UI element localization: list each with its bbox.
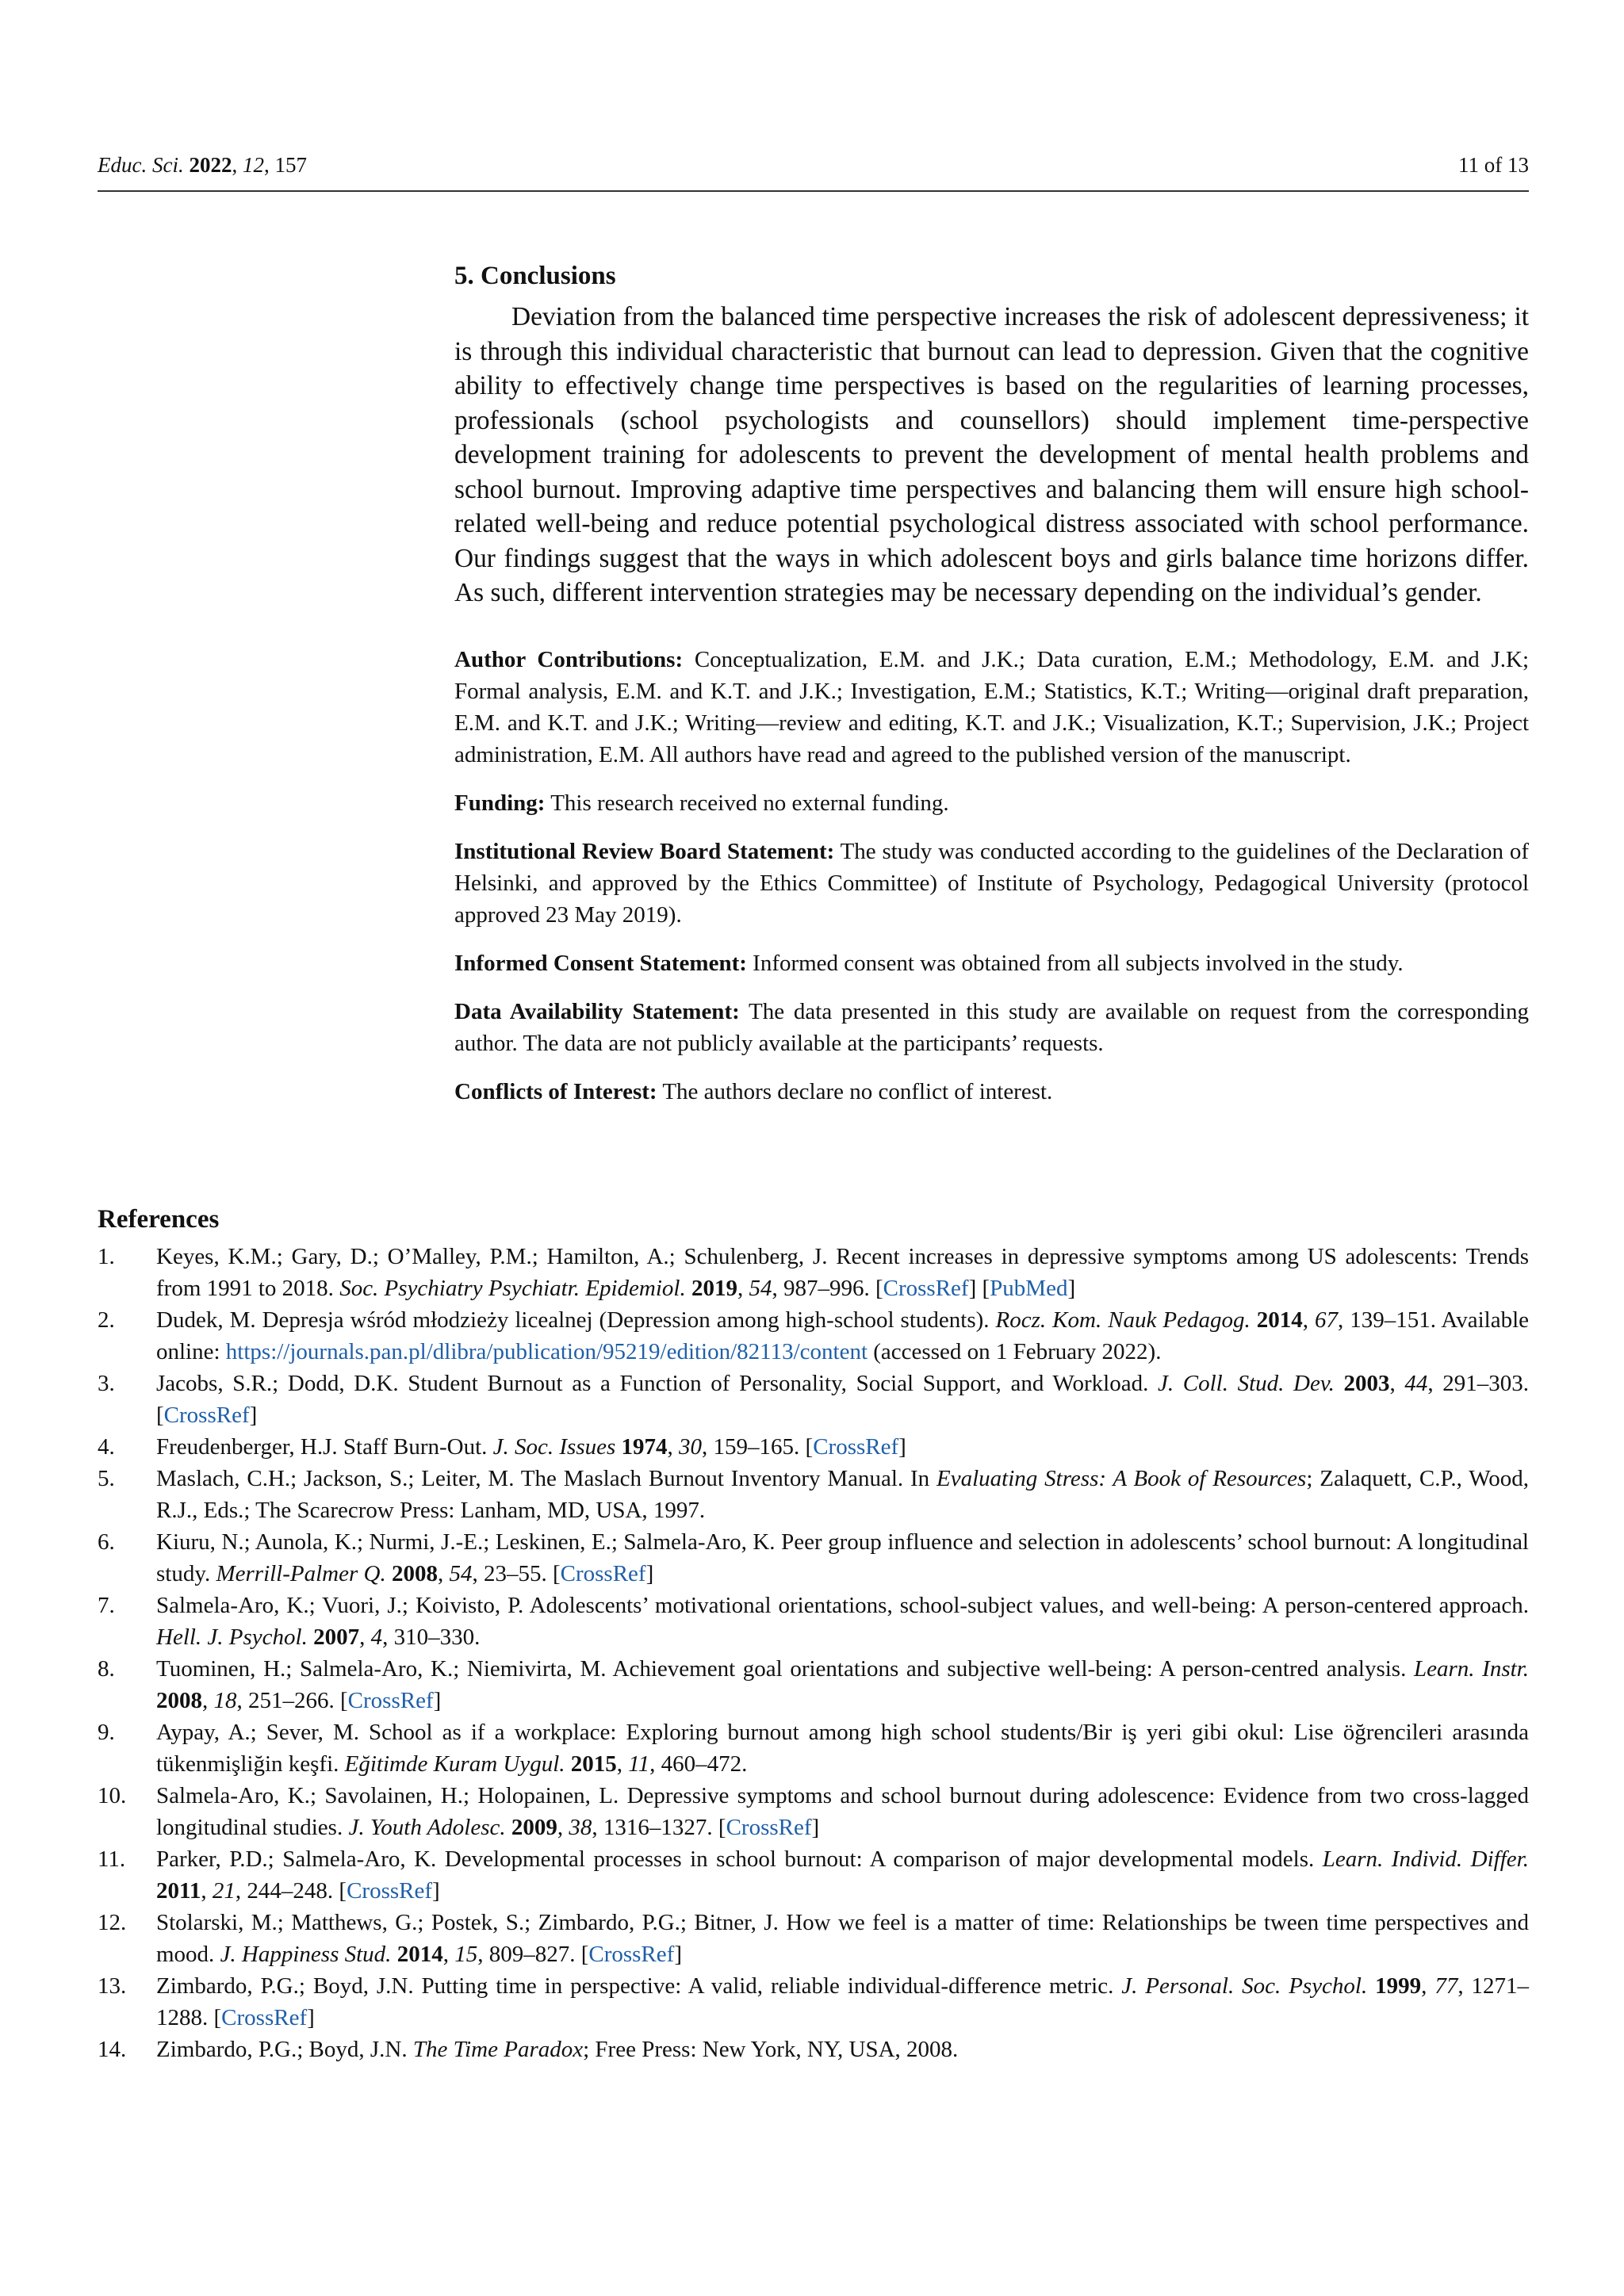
reference-italic: Merrill-Palmer Q.	[216, 1561, 386, 1586]
reference-text	[156, 1910, 1529, 1967]
reference-segment: Freudenberger, H.J. Staff Burn-Out.	[156, 1434, 493, 1460]
reference-italic: J. Happiness Stud.	[220, 1942, 392, 1967]
reference-italic: J. Youth Adolesc.	[348, 1815, 506, 1840]
reference-segment: , 310–330.	[382, 1624, 481, 1650]
reference-segment: ] [	[968, 1276, 990, 1301]
reference-item	[98, 1653, 1529, 1716]
reference-segment: ,	[359, 1624, 371, 1650]
reference-segment	[391, 1942, 396, 1967]
reference-year: 2019	[691, 1276, 737, 1301]
reference-segment: ]	[811, 1815, 820, 1840]
reference-year: 2008	[391, 1561, 438, 1586]
reference-italic: 18	[213, 1688, 237, 1713]
reference-segment: Zimbardo, P.G.; Boyd, J.N. Putting time in perspective: A valid, reliable individual-difference metric.	[156, 1973, 1122, 1999]
reference-segment	[506, 1815, 511, 1840]
journal-year: 2022	[189, 153, 232, 177]
reference-italic: Evaluating Stress: A Book of Resources	[936, 1466, 1307, 1491]
reference-year: 2008	[156, 1688, 202, 1713]
reference-segment: ]	[307, 2005, 315, 2030]
reference-number: 2.	[98, 1307, 115, 1333]
reference-segment: (accessed on 1 February 2022).	[868, 1339, 1162, 1364]
reference-number: 4.	[98, 1434, 115, 1460]
reference-item	[98, 1970, 1529, 2034]
reference-number: 10.	[98, 1783, 127, 1808]
reference-segment: Dudek, M. Depresja wśród młodzieży licealnej (Depression among high-school students).	[156, 1307, 996, 1333]
conclusions-paragraph: Deviation from the balanced time perspective increases the risk of adolescent depressiveness; it is through this individual characteristic that burnout can lead to depression. Given that the cognitive ability to effectively change time perspectives is based on the regularities of learning processes, professionals (school psychologists and counsellors) should implement time-perspective development training for adolescents to prevent the development of mental health problems and school burnout. Improving adaptive time perspectives and balancing them will ensure high school-related well-being and reduce potential psychological distress associated with school performance. Our findings suggest that the ways in which adolescent boys and girls balance time horizons differ. As such, different intervention strategies may be necessary depending on the individual’s gender.	[454, 302, 1529, 607]
reference-italic: Learn. Individ. Differ.	[1322, 1846, 1529, 1872]
reference-italic: 44	[1404, 1371, 1428, 1396]
reference-number: 8.	[98, 1656, 115, 1682]
conflicts-of-interest	[454, 1076, 1529, 1108]
reference-text	[156, 1244, 1529, 1301]
reference-item	[98, 1780, 1529, 1843]
reference-item	[98, 1907, 1529, 1970]
references-heading: References	[98, 1205, 220, 1234]
reference-text	[156, 1846, 1529, 1904]
reference-segment: ,	[1389, 1371, 1405, 1396]
reference-item	[98, 1463, 1529, 1526]
reference-segment: , 244–248. [	[235, 1878, 347, 1904]
reference-link[interactable]: CrossRef	[221, 2005, 308, 2030]
reference-segment: Parker, P.D.; Salmela-Aro, K. Developmental processes in school burnout: A comparison of major developmental models.	[156, 1846, 1323, 1872]
irb-statement-text: The study was conducted according to the guidelines of the Declaration of Helsinki, and approved by the Ethics Committee) of Institute of Psychology, Pedagogical University (protocol approved 23 May 2019).	[454, 838, 1530, 928]
reference-segment: ,	[202, 1688, 214, 1713]
reference-text	[156, 1307, 1529, 1364]
reference-year: 2007	[313, 1624, 360, 1650]
main-column	[454, 258, 1529, 1108]
reference-number: 5.	[98, 1466, 115, 1491]
reference-italic: 67	[1315, 1307, 1339, 1333]
reference-year: 1974	[621, 1434, 668, 1460]
reference-segment: ,	[437, 1561, 450, 1586]
reference-italic: 77	[1434, 1973, 1458, 1999]
reference-year: 2011	[156, 1878, 201, 1904]
reference-text	[156, 1529, 1529, 1586]
reference-segment: , 987–996. [	[772, 1276, 883, 1301]
funding-label: Funding:	[454, 790, 546, 816]
reference-item	[98, 1843, 1529, 1907]
reference-text	[156, 1593, 1529, 1650]
reference-link[interactable]: CrossRef	[560, 1561, 646, 1586]
reference-year: 1999	[1375, 1973, 1422, 1999]
reference-link[interactable]: PubMed	[990, 1276, 1068, 1301]
reference-link[interactable]: CrossRef	[347, 1688, 434, 1713]
reference-year: 2003	[1343, 1371, 1390, 1396]
reference-segment	[1335, 1371, 1344, 1396]
reference-italic: Soc. Psychiatry Psychiatr. Epidemiol.	[339, 1276, 686, 1301]
reference-year: 2009	[511, 1815, 557, 1840]
reference-text	[156, 1466, 1529, 1523]
author-contributions-label: Author Contributions:	[454, 646, 684, 672]
reference-item	[98, 1241, 1529, 1304]
reference-number: 12.	[98, 1910, 127, 1935]
reference-number: 6.	[98, 1529, 115, 1555]
conflicts-of-interest-text: The authors declare no conflict of interest.	[662, 1078, 1053, 1104]
reference-text	[156, 1783, 1529, 1840]
journal-volume: 12	[242, 153, 264, 177]
reference-segment: , 159–165. [	[702, 1434, 814, 1460]
informed-consent	[454, 947, 1529, 979]
reference-number: 14.	[98, 2037, 127, 2062]
reference-segment: ,	[667, 1434, 680, 1460]
reference-segment: ]	[674, 1942, 682, 1967]
reference-link[interactable]: CrossRef	[883, 1276, 969, 1301]
reference-item	[98, 1431, 1529, 1463]
funding	[454, 787, 1529, 819]
irb-statement-label: Institutional Review Board Statement:	[454, 838, 835, 864]
reference-segment: ]	[1067, 1276, 1076, 1301]
header-rule	[98, 190, 1529, 192]
section-heading-conclusions: 5. Conclusions	[454, 262, 616, 290]
reference-segment: ; Zalaquett, C.P., Wood, R.J., Eds.; The Scarecrow Press: Lanham, MD, USA, 1997.	[156, 1466, 1529, 1523]
reference-item	[98, 1716, 1529, 1780]
reference-item	[98, 1304, 1529, 1368]
reference-segment: ,	[616, 1751, 629, 1777]
reference-italic: Hell. J. Psychol.	[156, 1624, 308, 1650]
reference-italic: Rocz. Kom. Nauk Pedagog.	[995, 1307, 1251, 1333]
running-head	[98, 149, 1529, 181]
reference-year: 2014	[396, 1942, 443, 1967]
reference-text	[156, 2037, 958, 2062]
reference-segment: , 1316–1327. [	[592, 1815, 726, 1840]
reference-italic: The Time Paradox	[412, 2037, 584, 2062]
reference-segment: ,	[201, 1878, 213, 1904]
reference-segment: ]	[433, 1688, 442, 1713]
reference-segment: , 251–266. [	[236, 1688, 348, 1713]
reference-italic: 38	[569, 1815, 592, 1840]
reference-link[interactable]: CrossRef	[726, 1815, 812, 1840]
reference-segment: ]	[645, 1561, 654, 1586]
reference-text	[156, 1973, 1529, 2030]
conflicts-of-interest-label: Conflicts of Interest:	[454, 1078, 657, 1104]
reference-segment: , 809–827. [	[477, 1942, 589, 1967]
reference-segment: ]	[249, 1402, 258, 1428]
reference-number: 7.	[98, 1593, 115, 1618]
journal-abbrev: Educ. Sci.	[98, 153, 184, 177]
reference-text	[156, 1434, 906, 1460]
reference-link[interactable]: CrossRef	[813, 1434, 899, 1460]
reference-italic: J. Soc. Issues	[492, 1434, 616, 1460]
informed-consent-text: Informed consent was obtained from all subjects involved in the study.	[753, 950, 1404, 976]
reference-segment: ; Free Press: New York, NY, USA, 2008.	[583, 2037, 959, 2062]
reference-segment: Salmela-Aro, K.; Savolainen, H.; Holopainen, L. Depressive symptoms and school burnout during adolescence: Evidence from two cross-lagged longitudinal studies.	[156, 1783, 1529, 1840]
reference-italic: 54	[749, 1276, 772, 1301]
reference-segment: Stolarski, M.; Matthews, G.; Postek, S.; Zimbardo, P.G.; Bitner, J. How we feel is a matter of time: Relationships be tween time perspectives and mood.	[156, 1910, 1529, 1967]
reference-segment: Tuominen, H.; Salmela-Aro, K.; Niemivirta, M. Achievement goal orientations and subjective well-being: A person-centred analysis.	[156, 1656, 1414, 1682]
reference-segment: ]	[432, 1878, 440, 1904]
reference-item	[98, 2034, 1529, 2065]
reference-italic: Learn. Instr.	[1414, 1656, 1529, 1682]
reference-item	[98, 1526, 1529, 1590]
reference-item	[98, 1590, 1529, 1653]
reference-segment: ,	[1302, 1307, 1316, 1333]
reference-link[interactable]: CrossRef	[347, 1878, 433, 1904]
running-head-citation: Educ. Sci. 2022, 12, 157	[98, 153, 307, 177]
reference-segment: Jacobs, S.R.; Dodd, D.K. Student Burnout as a Function of Personality, Social Support, and Workload.	[156, 1371, 1158, 1396]
reference-link[interactable]: CrossRef	[588, 1942, 675, 1967]
reference-text	[156, 1656, 1529, 1713]
reference-italic: 54	[449, 1561, 473, 1586]
reference-segment: ,	[442, 1942, 455, 1967]
reference-segment: , 1271–1288. [	[156, 1973, 1530, 2030]
reference-segment: ,	[557, 1815, 569, 1840]
reference-link[interactable]: CrossRef	[163, 1402, 250, 1428]
reference-segment: Salmela-Aro, K.; Vuori, J.; Koivisto, P. Adolescents’ motivational orientations, school-subject values, and well-being: A person-centered approach.	[156, 1593, 1529, 1618]
reference-segment: , 23–55. [	[472, 1561, 561, 1586]
reference-segment	[615, 1434, 621, 1460]
reference-segment: Aypay, A.; Sever, M. School as if a workplace: Exploring burnout among high school students/Bir iş yeri gibi okul: Lise öğrencileri arasında tükenmişliğin keşfi.	[156, 1720, 1529, 1777]
reference-italic: J. Personal. Soc. Psychol.	[1121, 1973, 1368, 1999]
reference-segment	[1251, 1307, 1257, 1333]
reference-item	[98, 1368, 1529, 1431]
article-number: 157	[274, 153, 307, 177]
reference-year: 2015	[570, 1751, 617, 1777]
reference-italic: 4	[370, 1624, 383, 1650]
reference-italic: 11	[628, 1751, 650, 1777]
reference-segment	[1367, 1973, 1375, 1999]
reference-segment: ,	[1421, 1973, 1435, 1999]
author-contributions	[454, 644, 1529, 771]
reference-italic: 15	[454, 1942, 478, 1967]
reference-year: 2014	[1256, 1307, 1303, 1333]
reference-segment	[686, 1276, 691, 1301]
reference-segment: , 291–303. [	[156, 1371, 1530, 1428]
reference-segment: ]	[898, 1434, 906, 1460]
reference-italic: 21	[212, 1878, 236, 1904]
data-availability	[454, 996, 1529, 1059]
author-contributions-text: Conceptualization, E.M. and J.K.; Data curation, E.M.; Methodology, E.M. and J.K; Formal analysis, E.M. and K.T. and J.K.; Investigation, E.M.; Statistics, K.T.; Writing—original draft preparation, E.M. and K.T. and J.K.; Writing—review and editing, K.T. and J.K.; Visualization, K.T.; Supervision, J.K.; Project administration, E.M. All authors have read and agreed to the published version of the manuscript.	[454, 646, 1529, 767]
reference-segment: Zimbardo, P.G.; Boyd, J.N.	[156, 2037, 413, 2062]
reference-number: 3.	[98, 1371, 115, 1396]
data-availability-text: The data presented in this study are available on request from the corresponding author. The data are not publicly available at the participants’ requests.	[454, 998, 1529, 1056]
reference-segment	[386, 1561, 392, 1586]
reference-segment: Kiuru, N.; Aunola, K.; Nurmi, J.-E.; Leskinen, E.; Salmela-Aro, K. Peer group influence and selection in adolescents’ school burnout: A longitudinal study.	[156, 1529, 1529, 1586]
reference-segment: ,	[737, 1276, 749, 1301]
reference-segment: Keyes, K.M.; Gary, D.; O’Malley, P.M.; Hamilton, A.; Schulenberg, J. Recent increases in depressive symptoms among US adolescents: Trends from 1991 to 2018.	[156, 1244, 1529, 1301]
informed-consent-label: Informed Consent Statement:	[454, 950, 747, 976]
reference-number: 13.	[98, 1973, 127, 1999]
reference-text	[156, 1371, 1529, 1428]
funding-text: This research received no external funding.	[550, 790, 949, 816]
reference-number: 9.	[98, 1720, 115, 1745]
reference-segment: , 460–472.	[649, 1751, 748, 1777]
reference-italic: Eğitimde Kuram Uygul.	[344, 1751, 565, 1777]
reference-list	[98, 1241, 1529, 2065]
data-availability-label: Data Availability Statement:	[454, 998, 740, 1024]
reference-segment	[565, 1751, 571, 1777]
reference-number: 1.	[98, 1244, 115, 1269]
irb-statement	[454, 836, 1529, 931]
reference-segment: Maslach, C.H.; Jackson, S.; Leiter, M. The Maslach Burnout Inventory Manual. In	[156, 1466, 937, 1491]
reference-italic: J. Coll. Stud. Dev.	[1157, 1371, 1335, 1396]
reference-italic: 30	[679, 1434, 703, 1460]
reference-text	[156, 1720, 1529, 1777]
reference-number: 11.	[98, 1846, 126, 1872]
reference-segment: , 139–151. Available online:	[156, 1307, 1530, 1364]
page-number: 11 of 13	[1458, 153, 1529, 177]
reference-link[interactable]: https://journals.pan.pl/dlibra/publication/95219/edition/82113/content	[225, 1339, 868, 1364]
